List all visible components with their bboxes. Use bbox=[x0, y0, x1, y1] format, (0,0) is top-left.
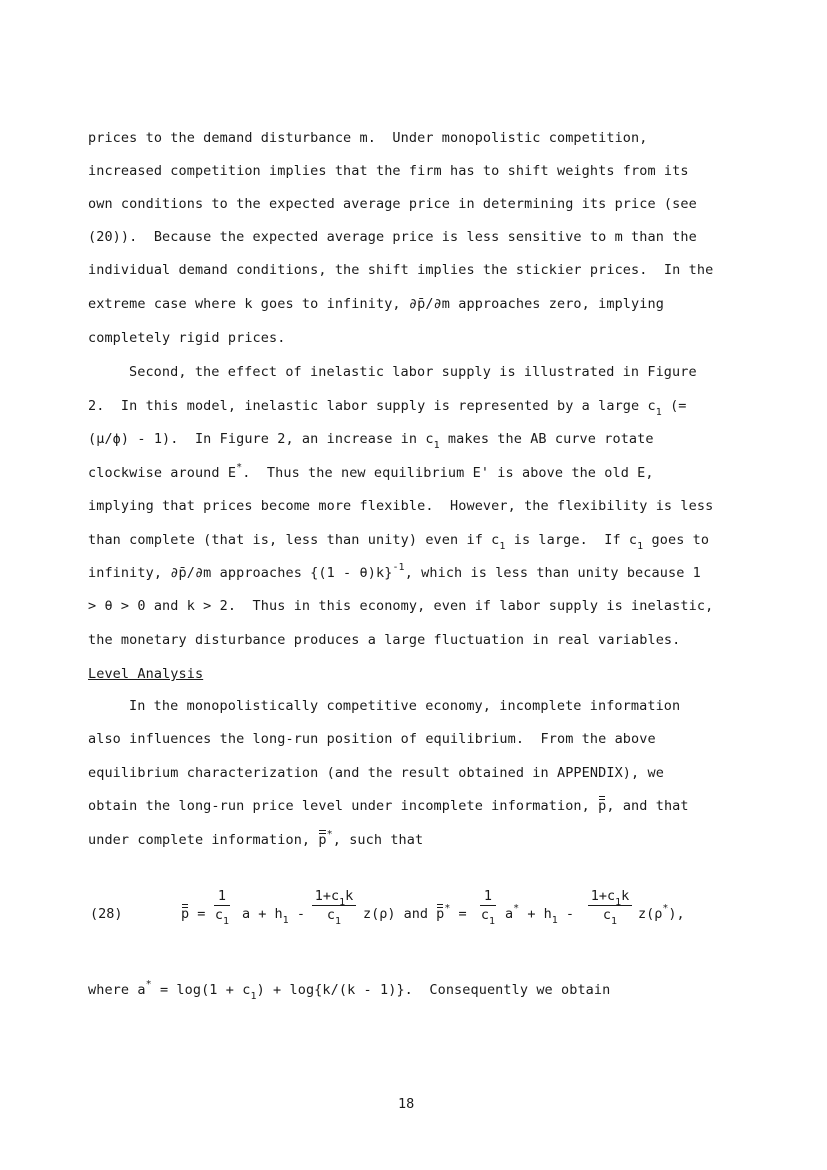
text-line: also influences the long-run position of equilibrium. From the above bbox=[88, 731, 656, 747]
equation-label: (28) bbox=[90, 906, 123, 922]
text-line: In the monopolistically competitive economy, incomplete information bbox=[129, 698, 681, 714]
text-line: infinity, ∂p̄/∂m approaches {(1 - θ)k}$^{-1}$, which is less than unity because 1 bbox=[88, 562, 701, 581]
text-line: the monetary disturbance produces a large fluctuation in real variables. bbox=[88, 632, 681, 648]
text-line: Second, the effect of inelastic labor supply is illustrated in Figure bbox=[129, 364, 697, 380]
text-line: than complete (that is, less than unity) even if $c_1$ is large. If $c_1$ goes to bbox=[88, 532, 710, 552]
text-line: individual demand conditions, the shift implies the stickier prices. In the bbox=[88, 262, 714, 278]
text-line: (μ/ϕ) - 1). In Figure 2, an increase in $c_1$ makes the AB curve rotate bbox=[88, 431, 654, 451]
fraction-bar bbox=[480, 905, 496, 906]
fraction-1c1k-over-c1: $1+c_1k$ $c_1$ bbox=[588, 888, 632, 923]
text-line: increased competition implies that the firm has to shift weights from its bbox=[88, 163, 689, 179]
equation-term: z(ρ*), bbox=[638, 903, 685, 922]
text-line: completely rigid prices. bbox=[88, 330, 286, 346]
equation-term: $a^* + h_1$ - bbox=[505, 903, 575, 926]
fraction-bar bbox=[588, 905, 632, 906]
text-line: 2. In this model, inelastic labor supply is represented by a large $c_1$ (= bbox=[88, 398, 687, 418]
text-line: obtain the long-run price level under incomplete information, p, and that bbox=[88, 798, 689, 814]
fraction-1c1k-over-c1: $1+c_1k$ $c_1$ bbox=[312, 888, 356, 923]
fraction-bar bbox=[312, 905, 356, 906]
equation-term: z(ρ) and p* = bbox=[363, 903, 467, 922]
text-line: clockwise around E*. Thus the new equilibrium E' is above the old E, bbox=[88, 462, 654, 481]
text-line: > θ > 0 and k > 2. Thus in this economy, even if labor supply is inelastic, bbox=[88, 598, 714, 614]
text-line: extreme case where k goes to infinity, ∂p̄/∂m approaches zero, implying bbox=[88, 296, 664, 312]
fraction-bar bbox=[214, 905, 230, 906]
text-line: implying that prices become more flexible. However, the flexibility is less bbox=[88, 498, 714, 514]
text-line: where $a^* = \log(1 + c_1) + \log\{k/(k - 1)\}$. Consequently we obtain bbox=[88, 979, 611, 1002]
fraction-one-over-c1: 1 $c_1$ bbox=[480, 888, 496, 927]
section-heading: Level Analysis bbox=[88, 666, 204, 682]
page-number: 18 bbox=[398, 1096, 415, 1112]
equation-term: $a + h_1$ - bbox=[242, 906, 305, 926]
text-line: own conditions to the expected average price in determining its price (see bbox=[88, 196, 697, 212]
fraction-one-over-c1: 1 $c_1$ bbox=[214, 888, 230, 927]
text-line: prices to the demand disturbance m. Under monopolistic competition, bbox=[88, 130, 648, 146]
text-line: (20)). Because the expected average price is less sensitive to m than the bbox=[88, 229, 697, 245]
text-line: under complete information, p*, such that bbox=[88, 829, 424, 848]
equation-lhs: p = bbox=[181, 906, 206, 922]
text-line: equilibrium characterization (and the result obtained in APPENDIX), we bbox=[88, 765, 664, 781]
